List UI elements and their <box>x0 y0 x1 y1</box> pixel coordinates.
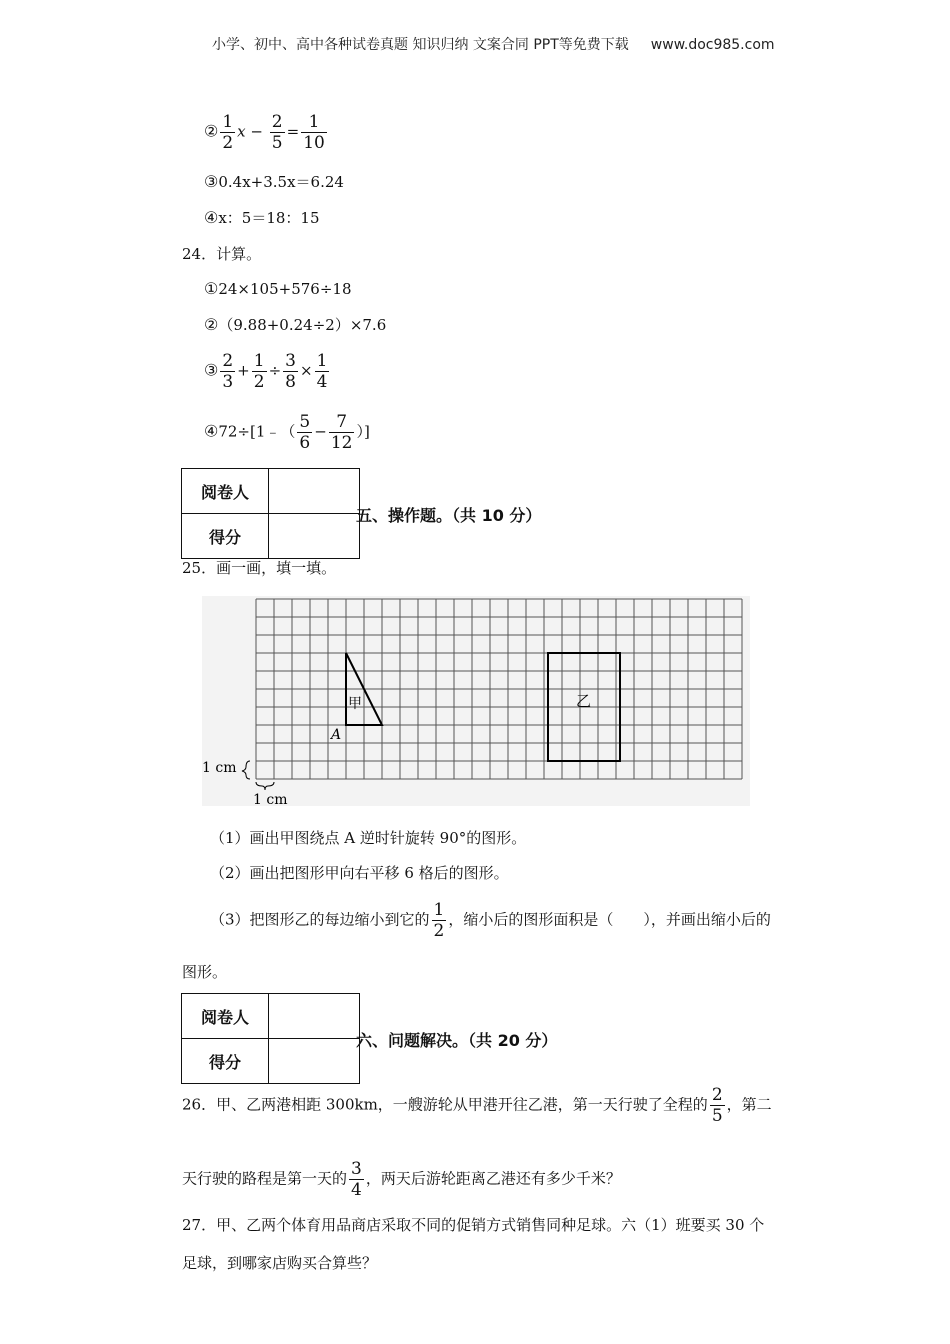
q26-line2: 天行驶的路程是第一天的 $\frac{3}{4}$ ，两天后游轮距离乙港还有多少千米？ <box>182 1159 621 1200</box>
section6-title: 六、问题解决。（共 20 分） <box>356 1031 558 1050</box>
score-cell[interactable] <box>269 1039 360 1084</box>
header-site: www.doc985.com <box>650 37 775 53</box>
q23-item2: ② $\frac{1}{2}$ x − $\frac{2}{5}$ = $\frac{1}{10}$ <box>204 112 325 153</box>
q27-line1: 27．甲、乙两个体育用品商店采取不同的促销方式销售同种足球。六（1）班要买 30 个 <box>182 1216 765 1234</box>
point-a-label: A <box>331 727 342 743</box>
grid-svg <box>202 596 750 806</box>
reviewer-label: 阅卷人 <box>182 994 269 1039</box>
score-label: 得分 <box>182 1039 269 1084</box>
q24-title: 24．计算。 <box>182 245 262 263</box>
grid-figure <box>202 596 750 806</box>
q25-sub3-cont: 图形。 <box>182 963 228 981</box>
q24-item1: ①24×105+576÷18 <box>204 279 352 298</box>
q26-line1: 26．甲、乙两港相距 300km，一艘游轮从甲港开往乙港，第一天行驶了全程的 $\frac{2}{5}$ ，第二 <box>182 1085 772 1126</box>
brace-horizontal <box>256 782 274 790</box>
q24-item4: ④72÷[1﹣（ $\frac{5}{6}$ − $\frac{7}{12}$ ）] <box>204 412 370 453</box>
brace-vertical <box>242 761 250 779</box>
q25-title: 25．画一画，填一填。 <box>182 559 337 577</box>
unit-horizontal-label: 1 cm <box>253 792 288 806</box>
score-table-1 <box>181 468 360 559</box>
page-header <box>212 34 775 54</box>
score-cell[interactable] <box>269 514 360 559</box>
q24-item2: ②（9.88+0.24÷2）×7.6 <box>204 315 387 334</box>
triangle-label: 甲 <box>348 696 362 712</box>
score-label: 得分 <box>182 514 269 559</box>
header-text: 小学、初中、高中各种试卷真题 知识归纳 文案合同 PPT等免费下载 <box>212 37 629 53</box>
reviewer-cell[interactable] <box>269 994 360 1039</box>
reviewer-label: 阅卷人 <box>182 469 269 514</box>
reviewer-cell[interactable] <box>269 469 360 514</box>
q25-sub2: （2）画出把图形甲向右平移 6 格后的图形。 <box>210 864 509 882</box>
grid-lines <box>256 599 742 779</box>
q23-item3: ③0.4x+3.5x＝6.24 <box>204 172 344 191</box>
rect-label: 乙 <box>576 692 592 710</box>
q24-item3: ③ $\frac{2}{3}$ + $\frac{1}{2}$ ÷ $\frac{3}{8}$ × $\frac{1}{4}$ <box>204 351 328 392</box>
section5-title: 五、操作题。（共 10 分） <box>356 506 542 525</box>
score-table-2 <box>181 993 360 1084</box>
q25-sub1: （1）画出甲图绕点 A 逆时针旋转 90°的图形。 <box>210 829 527 847</box>
q27-line2: 足球，到哪家店购买合算些？ <box>182 1254 378 1272</box>
unit-vertical-label: 1 cm <box>202 760 237 776</box>
q23-item4: ④x：5＝18：15 <box>204 208 320 227</box>
q25-sub3: （3）把图形乙的每边缩小到它的 $\frac{1}{2}$ ，缩小后的图形面积是（ ），并画出缩小后的 <box>210 900 771 941</box>
